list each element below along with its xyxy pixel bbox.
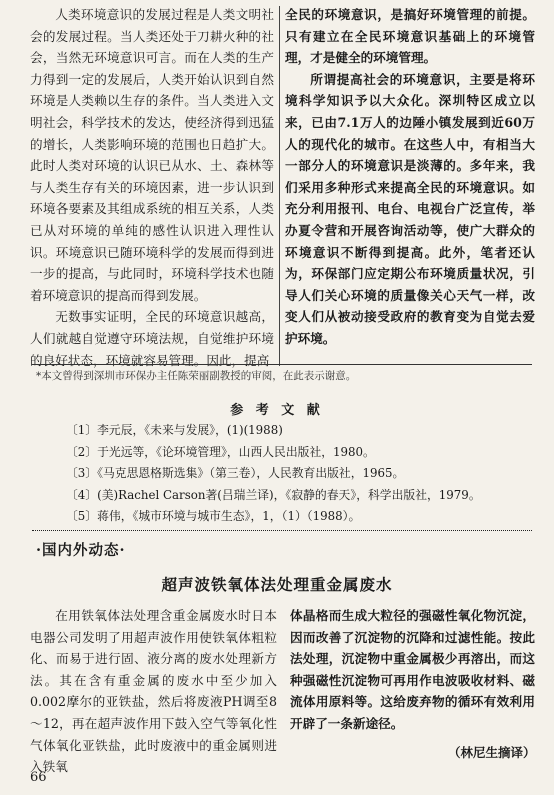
paragraph: 人类环境意识的发展过程是人类文明社会的发展过程。当人类还处于刀耕火种的社会，当然无环境意识可言。而在人类的生产力得到一定的发展后，人类开始认识到自然环境是人类赖以生存的条件。当人类进入文明社会，科学技术的发达，使经济得到迅猛的增长，人类影响环境的范围也日趋扩大。此时人类对环境的认识已从水、土、森林等与人类生存有关的环境因素，进一步认识到环境各要素及其组成系统的相互关系，人类已从对环境的单纯的感性认识进入理性认识。环境意识已随环境科学的发展而得到进一步的提高，与此同时，环境科学技术也随着环境意识的提高而得到发展。: [30, 7, 274, 303]
reference-item: 〔5〕蒋伟，《城市环境与城市生态》，1，（1）（1988）。: [66, 509, 361, 524]
references-list: [66, 420, 481, 528]
footnote-rule: [32, 364, 532, 365]
references-heading: 参 考 文 献: [230, 403, 324, 418]
reference-item: 〔4〕(美)Rachel Carson著(吕瑞兰译)，《寂静的春天》，科学出版社，1979。: [66, 487, 481, 502]
reference-item: 〔1〕李元辰，《未来与发展》，(1)(1988): [66, 423, 283, 437]
paragraph: 体晶格而生成大粒径的强磁性氧化物沉淀，因而改善了沉淀物的沉降和过滤性能。按此法处理，沉淀物中重金属极少再溶出，而这种强磁性沉淀物可再用作电波吸收材料、磁流体用原料等。这给废弃物的循环有效利用开辟了一条新途径。: [290, 608, 535, 731]
body-column-left-top: [30, 4, 274, 371]
paragraph: 无数事实证明，全民的环境意识越高，人们就越自觉遵守环境法规，自觉维护环境的良好状态，环境就容易管理。因此，提高: [30, 309, 274, 368]
translator-credit: （林尼生摘译）: [448, 745, 536, 760]
paragraph: 全民的环境意识，是搞好环境管理的前提。只有建立在全民环境意识基础上的环境管理，才是健全的环境管理。: [285, 7, 535, 66]
page-number: 66: [30, 770, 47, 785]
article-column-left: [30, 605, 277, 778]
article-title: 超声波铁氧体法处理重金属废水: [161, 575, 393, 594]
paragraph: 所谓提高社会的环境意识，主要是将环境科学知识予以大众化。深圳特区成立以来，已由7.1万人的边陲小镇发展到近60万人的现代化的城市。在这些人中，有相当大一部分人的环境意识是淡薄的。多年来，我们采用多种形式来提高全民的环境意识。如充分利用报刊、电台、电视台广泛宣传，举办夏令营和开展咨询活动等，使广大群众的环境意识不断得到提高。此外，笔者还认为，环保部门应定期公布环境质量状况，引导人们关心环境的质量像关心天气一样，改变人们从被动接受政府的教育变为自觉去爱护环境。: [285, 71, 535, 346]
reference-item: 〔3〕《马克思恩格斯选集》（第三卷），人民教育出版社，1965。: [66, 466, 405, 481]
section-rule: [32, 530, 532, 531]
column-divider: [279, 6, 280, 366]
footnote: *本文曾得到深圳市环保办主任陈荣丽副教授的审阅，在此表示谢意。: [36, 370, 357, 382]
body-column-right-top: [285, 4, 535, 350]
reference-item: 〔2〕于光远等，《论环境管理》，山西人民出版社，1980。: [66, 444, 375, 459]
article-column-right: [290, 605, 535, 735]
section-heading: ·国内外动态·: [36, 542, 126, 559]
paragraph: 在用铁氧体法处理含重金属废水时日本电器公司发明了用超声波作用使铁氧体粗粒化、而易于进行固、液分离的废水处理新方法。其在含有重金属的废水中至少加入0.002摩尔的亚铁盐，然后将废液PH调至8～12，再在超声波作用下鼓入空气等氧化性气体氧化亚铁盐，此时废液中的重金属则进入铁氧: [30, 608, 277, 775]
